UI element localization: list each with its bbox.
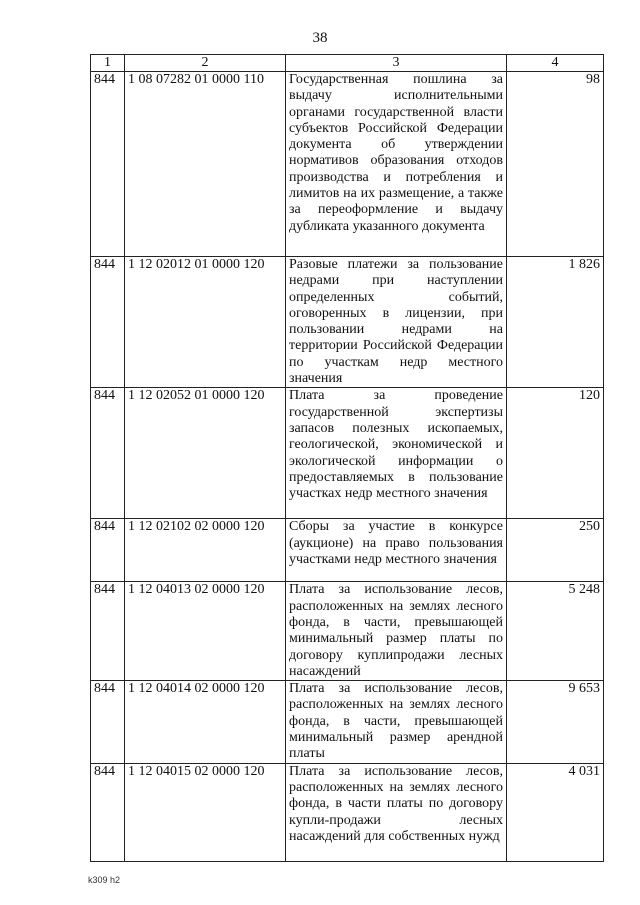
column-header-1: 1: [91, 55, 125, 72]
table-row: [91, 582, 604, 681]
amount-cell: 1 826: [507, 257, 604, 388]
budget-code-cell: 1 12 02012 01 0000 120: [125, 257, 286, 388]
footer-document-code: k309 h2: [88, 875, 121, 885]
table-header-row: [91, 55, 604, 72]
budget-table: [90, 54, 604, 862]
table-row: [91, 681, 604, 763]
admin-code-cell: 844: [91, 582, 125, 681]
description-cell: Плата за использование лесов, расположенных на землях лесного фонда, в части платы по договору купли-продажи лесных насаждений для собственных нужд: [286, 763, 507, 861]
column-header-3: 3: [286, 55, 507, 72]
table-row: [91, 72, 604, 257]
budget-code-cell: 1 12 02102 02 0000 120: [125, 519, 286, 582]
admin-code-cell: 844: [91, 763, 125, 861]
table-row: [91, 519, 604, 582]
budget-code-cell: 1 12 04014 02 0000 120: [125, 681, 286, 763]
table-row: [91, 257, 604, 388]
budget-code-cell: 1 12 04015 02 0000 120: [125, 763, 286, 861]
description-cell: Плата за использование лесов, расположенных на землях лесного фонда, в части, превышающей минимальный размер платы по договору куплипродажи лесных насаждений: [286, 582, 507, 681]
description-cell: Плата за проведение государственной экспертизы запасов полезных ископаемых, геологической, экономической и экологической информации о предоставляемых в пользование участках недр местного значения: [286, 388, 507, 519]
description-cell: Плата за использование лесов, расположенных на землях лесного фонда, в части, превышающей минимальный размер арендной платы: [286, 681, 507, 763]
admin-code-cell: 844: [91, 72, 125, 257]
admin-code-cell: 844: [91, 681, 125, 763]
description-cell: Государственная пошлина за выдачу исполнительными органами государственной власти субъектов Российской Федерации документа об утверждении нормативов образования отходов производства и потребления и лимитов на их размещение, а также за переоформление и выдачу дубликата указанного документа: [286, 72, 507, 257]
amount-cell: 5 248: [507, 582, 604, 681]
amount-cell: 98: [507, 72, 604, 257]
budget-code-cell: 1 08 07282 01 0000 110: [125, 72, 286, 257]
amount-cell: 250: [507, 519, 604, 582]
column-header-2: 2: [125, 55, 286, 72]
description-cell: Разовые платежи за пользование недрами при наступлении определенных событий, оговоренных в лицензии, при пользовании недрами на территории Российской Федерации по участкам недр местного значения: [286, 257, 507, 388]
amount-cell: 120: [507, 388, 604, 519]
amount-cell: 9 653: [507, 681, 604, 763]
page-number: 38: [312, 30, 328, 46]
admin-code-cell: 844: [91, 388, 125, 519]
description-cell: Сборы за участие в конкурсе (аукционе) на право пользования участками недр местного значения: [286, 519, 507, 582]
column-header-4: 4: [507, 55, 604, 72]
amount-cell: 4 031: [507, 763, 604, 861]
admin-code-cell: 844: [91, 519, 125, 582]
table-row: [91, 388, 604, 519]
budget-code-cell: 1 12 04013 02 0000 120: [125, 582, 286, 681]
table-row: [91, 763, 604, 861]
budget-code-cell: 1 12 02052 01 0000 120: [125, 388, 286, 519]
admin-code-cell: 844: [91, 257, 125, 388]
